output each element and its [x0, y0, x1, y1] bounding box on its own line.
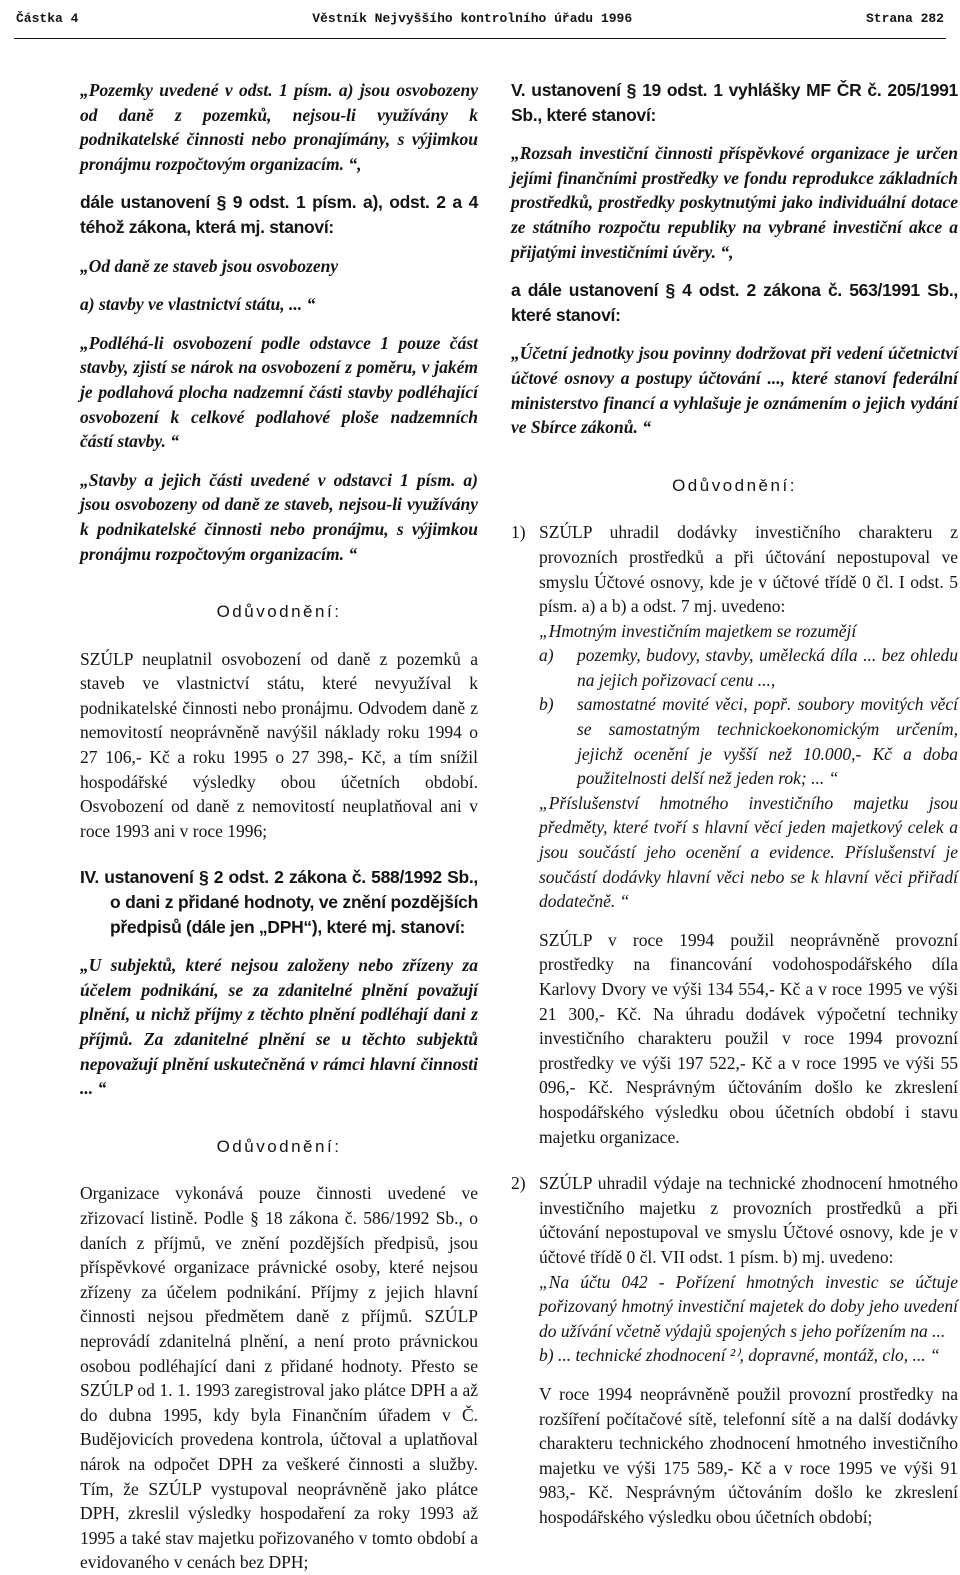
item-text: SZÚLP uhradil dodávky investičního charakteru z provozních prostředků a při účtování nepostupoval ve smyslu Účtové osnovy, kde je v účtové třídě 0 čl. I odst. 5 písm. a) a b) a odst. 7 mj. uvedeno: — [539, 522, 958, 617]
quote-paragraph: „Od daně ze staveb jsou osvobozeny — [80, 255, 339, 276]
numbered-item — [511, 1171, 958, 1529]
body-paragraph: V roce 1994 neoprávněně použil provozní prostředky na rozšíření počítačové sítě, telefonní sítě a na další dodávky charakteru technického zhodnocení hmotného investičního majetku ve výši 175 589,- Kč a v roce 1995 ve výši 91 983,- Kč. Nesprávným účtováním došlo ke zkreslení hospodářského výsledku obou účetních období; — [539, 1383, 958, 1527]
left-column — [80, 78, 478, 1575]
quote-paragraph: „Účetní jednotky jsou povinny dodržovat při vedení účetnictví účtové osnovy a postupy účtování ..., které stanoví federální ministerstvo financí a vyhlašuje je oznámením o jejich vydání ve Sbírce zákonů. “ — [511, 343, 958, 438]
quote-paragraph: „Příslušenství hmotného investičního majetku jsou předměty, které tvoří s hlavní věcí jeden majetkový celek a jsou součástí jeho ocenění a evidence. Příslušenství je součástí dodávky hlavní věci nebo se k hlavní věci přiřadí dodatečně. “ — [539, 792, 958, 912]
sub-item-text: pozemky, budovy, stavby, umělecká díla ... bez ohledu na jejich pořizovací cenu ..., — [577, 645, 958, 690]
section-v-heading: V. ustanovení § 19 odst. 1 vyhlášky MF ČR č. 205/1991 Sb., které stanoví: — [511, 80, 958, 125]
body-paragraph: SZÚLP neuplatnil osvobození od daně z pozemků a staveb ve vlastnictví státu, které nevyužíval k podnikatelské činnosti nebo pronájmu. Odvodem daně z nemovitostí neoprávněně navýšil náklady roku 1994 o 27 106,- Kč a roku 1995 o 27 398,- Kč, a tím snížil hospodářské výsledky obou účetních období. Osvobození od daně z nemovitostí neuplatňoval ani v roce 1993 ani v roce 1996; — [80, 648, 478, 841]
quote-paragraph: „Podléhá-li osvobození podle odstavce 1 pouze část stavby, zjistí se nárok na osvobození z poměru, v jakém je podlahová plocha nadzemní části stavby podléhající osvobození k celkové podlahové ploše nadzemních částí stavby. “ — [80, 332, 478, 452]
header-title: Věstník Nejvyššího kontrolního úřadu 1996 — [312, 10, 633, 26]
quote-paragraph: a) stavby ve vlastnictví státu, ... “ — [80, 294, 316, 315]
item-number: 2) — [511, 1173, 526, 1194]
sub-item-letter: b) — [539, 694, 554, 715]
right-column — [511, 78, 958, 1529]
body-paragraph: Organizace vykonává pouze činnosti uvedené ve zřizovací listině. Podle § 18 zákona č. 586/1992 Sb., o daních z příjmů, ve znění pozdějších předpisů, jsou příspěvkové organizace právnické osoby, které nejsou zřízeny za účelem podnikání. Příjmy z jejich hlavní činnosti nejsou předmětem daně z příjmů. SZÚLP neprovádí zdanitelná plnění, a není proto právnickou osobou podléhající dani z přidané hodnoty. Přesto se SZÚLP od 1. 1. 1993 zaregistroval jako plátce DPH a až do dubna 1995, kdy byla Finančním úřadem v Č. Budějovicích provedena kontrola, účtoval a uplatňoval nárok na odpočet DPH za veškeré činnosti a služby. Tím, že SZÚLP vystupoval neoprávněně jako plátce DPH, zkreslil výsledky hospodaření za roky 1993 až 1995 a také stav majetku pořizovaného v tomto období a evidovaného v cenách bez DPH; — [80, 1183, 478, 1573]
provision-paragraph: a dále ustanovení § 4 odst. 2 zákona č. 563/1991 Sb., které stanoví: — [511, 280, 958, 325]
header-rule — [14, 38, 946, 39]
body-paragraph: SZÚLP v roce 1994 použil neoprávněně provozní prostředky na financování vodohospodářského díla Karlovy Dvory ve výši 134 554,- Kč a v roce 1995 ve výši 21 300,- Kč. Na úhradu dodávek výpočetní techniky investičního charakteru použil v roce 1994 provozní prostředky ve výši 197 522,- Kč a v roce 1995 ve výši 55 096,- Kč. Nesprávným účtováním došlo ke zkreslení hospodářského výsledku obou účetních období i stavu majetku organizace. — [539, 929, 958, 1147]
quote-paragraph: „Stavby a jejich části uvedené v odstavci 1 písm. a) jsou osvobozeny od daně ze staveb, nejsou-li využívány k podnikatelské činnosti nebo pronájmu, s výjimkou pronájmu rozpočtovým organizacím. “ — [80, 469, 478, 564]
sub-item — [539, 643, 958, 692]
section-heading: Odůvodnění: — [216, 1136, 342, 1156]
item-number: 1) — [511, 522, 526, 543]
quote-paragraph: „Pozemky uvedené v odst. 1 písm. a) jsou osvobozeny od daně z pozemků, nejsou-li využívány k podnikatelské činnosti nebo pronajímány, s výjimkou pronájmu rozpočtovým organizacím. “, — [80, 80, 478, 174]
provision-paragraph: dále ustanovení § 9 odst. 1 písm. a), odst. 2 a 4 téhož zákona, která mj. stanoví: — [80, 192, 478, 237]
header-page-number: Strana 282 — [865, 10, 944, 26]
sub-item-text: samostatné movité věci, popř. soubory movitých věcí se samostatným technickoekonomickým určením, jejichž ocenění je vyšší než 10.000,- Kč a doba použitelnosti delší než jeden rok; ... “ — [577, 694, 958, 789]
quote-paragraph: „Rozsah investiční činnosti příspěvkové organizace je určen jejími finančními prostředky ve fondu reprodukce základních prostředků, prostředky poskytnutými jako individuální dotace ze státního rozpočtu republiky na vybrané investiční akce a přijatými investičními úvěry. “, — [511, 143, 958, 262]
quote-paragraph: „U subjektů, které nejsou založeny nebo zřízeny za účelem podnikání, se za zdanitelné plnění považují plnění, u nichž příjmy z těchto plnění podléhají dani z příjmů. Za zdanitelné plnění se u těchto subjektů nepovažují plnění uskutečněná v rámci hlavní činnosti ... “ — [80, 955, 478, 1099]
section-heading: Odůvodnění: — [672, 475, 797, 495]
quote-paragraph: b) ... technické zhodnocení ²⁾, dopravné, montáž, clo, ... “ — [539, 1345, 940, 1366]
numbered-item — [511, 520, 958, 1149]
page-header — [16, 0, 944, 36]
item-text: SZÚLP uhradil výdaje na technické zhodnocení hmotného investičního majetku z provozních prostředků a při účtování nepostupoval ve smyslu Účtové osnovy, kde je v účtové třídě 0 čl. VII odst. 1 písm. b) mj. uvedeno: — [539, 1173, 958, 1267]
sub-item — [539, 692, 958, 790]
section-iv-heading: IV. ustanovení § 2 odst. 2 zákona č. 588/1992 Sb., o dani z přidané hodnoty, ve znění pozdějších předpisů (dále jen „DPH“), které mj. stanoví: — [80, 867, 478, 937]
sub-item-letter: a) — [539, 645, 554, 666]
section-heading: Odůvodnění: — [216, 602, 342, 622]
quote-intro: „Hmotným investičním majetkem se rozumějí — [539, 620, 857, 641]
quote-paragraph: „Na účtu 042 - Pořízení hmotných investic se účtuje pořizovaný hmotný investiční majetek do doby jeho uvedení do užívání včetně výdajů spojených s jeho pořízením na ... — [539, 1271, 958, 1341]
header-issue: Částka 4 — [16, 10, 79, 26]
